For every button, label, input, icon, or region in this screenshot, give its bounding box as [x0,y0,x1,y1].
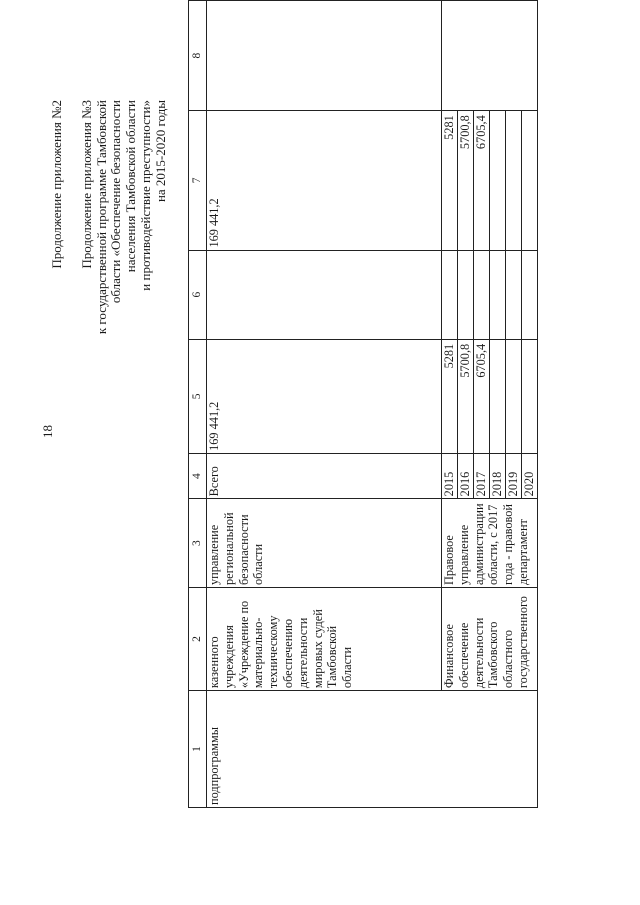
year-cell: 2017 [474,453,490,498]
amount-cell: 6705,4 [474,111,490,250]
column-number: 7 [189,111,207,250]
subtitle-line: к государственной программе Тамбовской [93,100,109,335]
subtitle-line: на 2015-2020 годы [152,100,168,203]
program-table [188,0,538,808]
amount-cell [506,339,522,453]
amount-cell: 5281 [442,339,458,453]
column-number: 5 [189,339,207,453]
total-amount: 169 441,2 [207,339,442,453]
table-row [442,1,458,808]
column-number: 8 [189,1,207,111]
column-number: 2 [189,588,207,691]
institution-cell: Финансовое обеспечение деятельности Тамбовского областного государственного [442,588,538,691]
appendix-header [50,100,169,334]
empty-cell [522,250,538,339]
empty-cell [207,1,442,111]
empty-cell [458,250,474,339]
executor-cell: Правовое управление администрации области, с 2017 года - правовой департамент [442,499,538,588]
amount-cell [490,111,506,250]
executor-cell: управление региональной безопасности области [207,499,442,588]
subtitle-line: населения Тамбовской области [123,100,139,273]
subtitle-line: и противодействие преступности» [137,100,153,291]
empty-cell [207,250,442,339]
subprogram-cell: подпрограммы [207,691,538,808]
amount-cell [522,339,538,453]
column-number: 4 [189,453,207,498]
amount-cell [506,111,522,250]
empty-cell [506,250,522,339]
amount-cell [522,111,538,250]
year-cell: 2019 [506,453,522,498]
year-cell: 2015 [442,453,458,498]
amount-cell: 5700,8 [458,339,474,453]
amount-cell [490,339,506,453]
column-number: 1 [189,691,207,808]
empty-cell [474,250,490,339]
empty-cell [490,250,506,339]
year-cell: 2020 [522,453,538,498]
amount-cell: 5700,8 [458,111,474,250]
amount-cell: 5281 [442,111,458,250]
amount-cell: 6705,4 [474,339,490,453]
column-number: 6 [189,250,207,339]
subtitle-line: Продолжение приложения №3 [78,100,94,269]
period-cell: Всего [207,453,442,498]
year-cell: 2018 [490,453,506,498]
column-number: 3 [189,499,207,588]
subtitle-line: области «Обеспечение безопасности [108,100,124,304]
institution-cell: казенного учреждения «Учреждение по материально-техническому обеспечению деятельности мировых судей Тамбовской области [207,588,442,691]
empty-cell [442,250,458,339]
total-amount: 169 441,2 [207,111,442,250]
column-number-row [189,1,207,808]
year-cell: 2016 [458,453,474,498]
continuation-line: Продолжение приложения №2 [49,100,64,269]
page-number: 18 [40,425,55,438]
empty-cell [442,1,538,111]
table-row [207,1,442,808]
